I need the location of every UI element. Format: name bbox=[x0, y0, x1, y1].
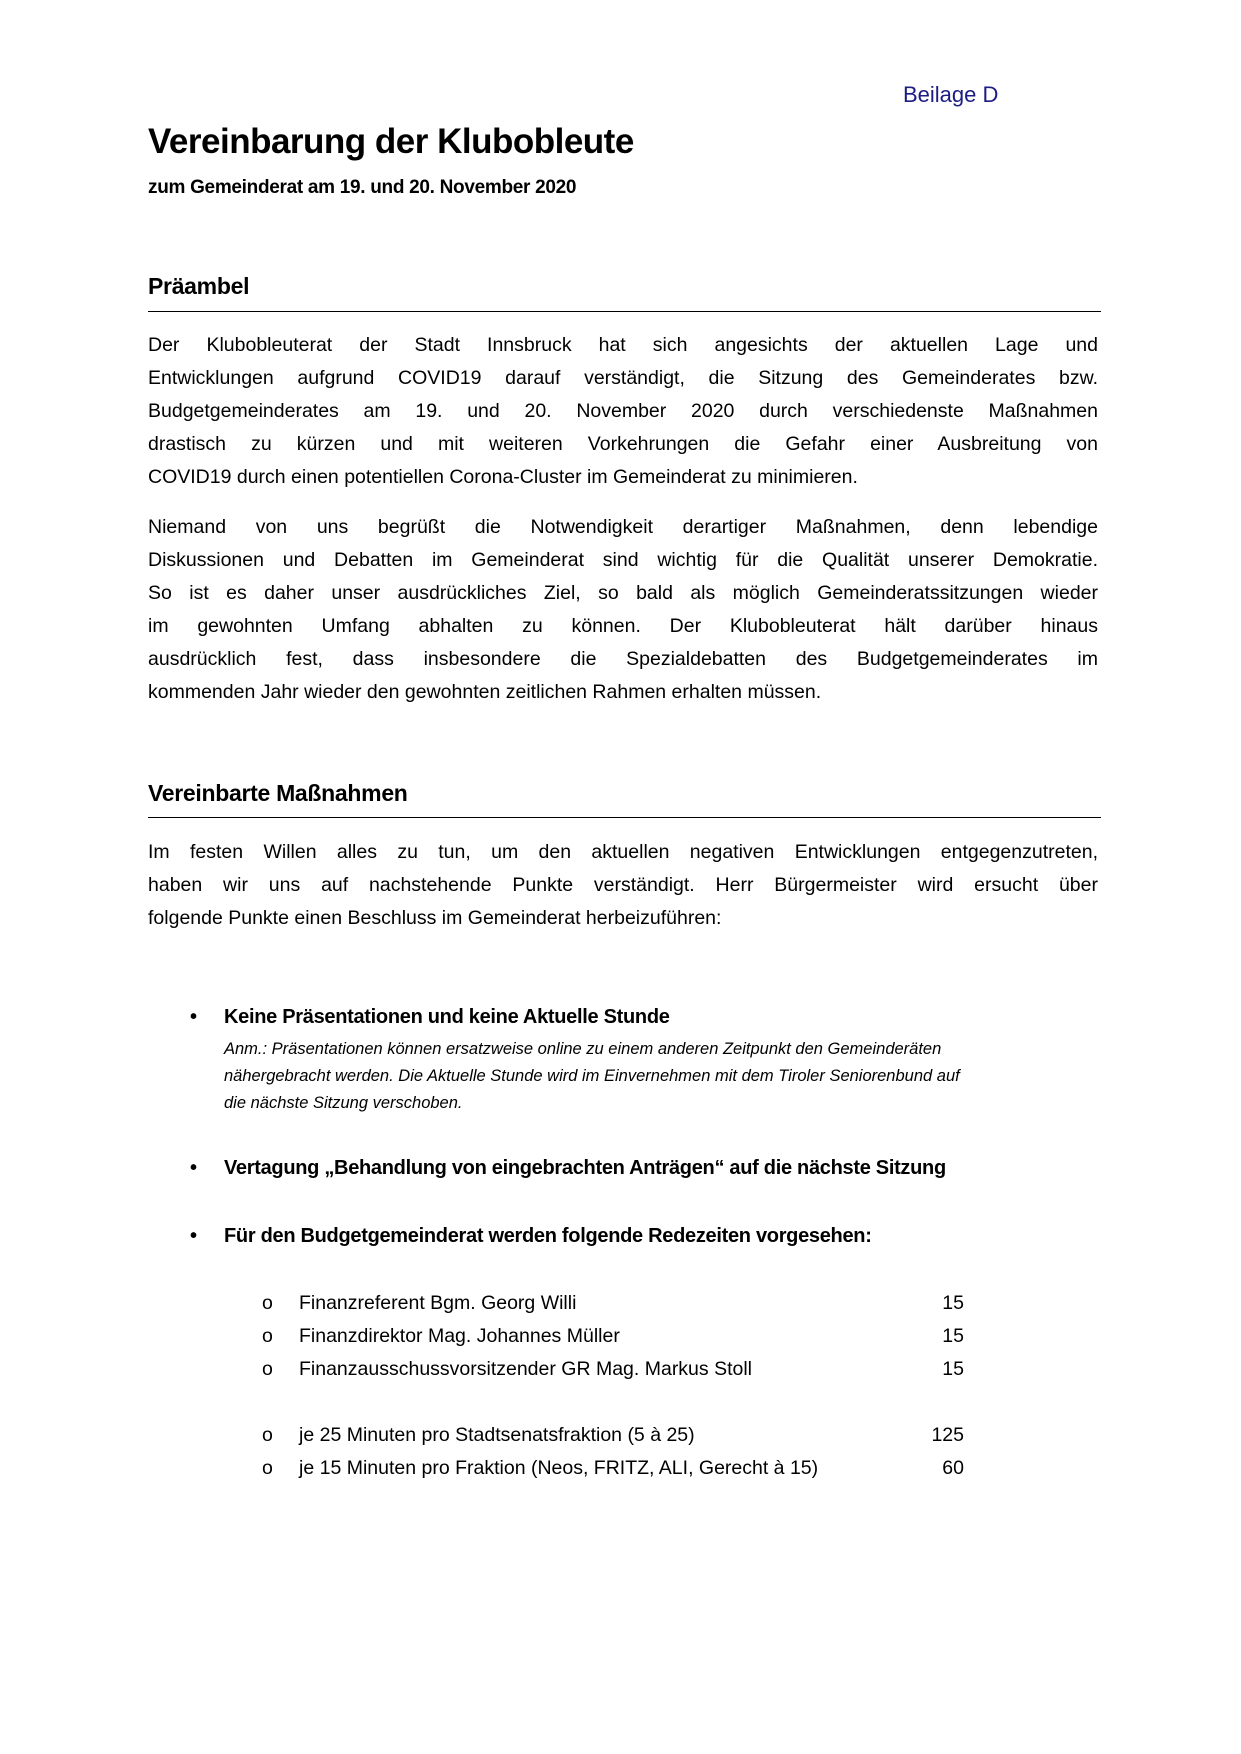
section-heading-preamble: Präambel bbox=[148, 273, 250, 299]
speaking-minutes: 60 bbox=[942, 1457, 964, 1479]
speaking-minutes: 15 bbox=[942, 1325, 964, 1347]
sub-bullet-icon: o bbox=[262, 1424, 273, 1446]
speaking-time-row bbox=[262, 1287, 964, 1320]
speaker-label: je 15 Minuten pro Fraktion (Neos, FRITZ, ALI, Gerecht à 15) bbox=[299, 1457, 819, 1479]
note-line: die nächste Sitzung verschoben. bbox=[224, 1094, 463, 1112]
speaking-minutes: 15 bbox=[942, 1292, 964, 1314]
section-divider bbox=[148, 817, 1101, 818]
text-line: Der Klubobleuterat der Stadt Innsbruck hat sich angesichts der aktuellen Lage und bbox=[148, 334, 1098, 356]
bullet-icon: • bbox=[190, 1157, 198, 1179]
attachment-label: Beilage D bbox=[903, 82, 999, 107]
sub-bullet-icon: o bbox=[262, 1292, 273, 1314]
bullet-icon: • bbox=[190, 1006, 198, 1028]
bullet-icon: • bbox=[190, 1225, 198, 1247]
preamble-paragraph-2 bbox=[148, 511, 1098, 709]
speaking-minutes: 15 bbox=[942, 1358, 964, 1380]
document-title: Vereinbarung der Klubobleute bbox=[148, 122, 634, 161]
text-line: Entwicklungen aufgrund COVID19 darauf verständigt, die Sitzung des Gemeinderates bzw. bbox=[148, 367, 1098, 389]
text-line: drastisch zu kürzen und mit weiteren Vorkehrungen die Gefahr einer Ausbreitung von bbox=[148, 433, 1098, 455]
measure-item-title: Für den Budgetgemeinderat werden folgende Redezeiten vorgesehen: bbox=[224, 1225, 872, 1247]
section-heading-measures: Vereinbarte Maßnahmen bbox=[148, 780, 408, 806]
note-line: Anm.: Präsentationen können ersatzweise online zu einem anderen Zeitpunkt den Gemeinderäten bbox=[224, 1040, 942, 1058]
text-line: ausdrücklich fest, dass insbesondere die Spezialdebatten des Budgetgemeinderates im bbox=[148, 648, 1098, 670]
note-line: nähergebracht werden. Die Aktuelle Stunde wird im Einvernehmen mit dem Tiroler Seniorenbund auf bbox=[224, 1067, 960, 1085]
text-line: Diskussionen und Debatten im Gemeinderat sind wichtig für die Qualität unserer Demokratie. bbox=[148, 549, 1098, 571]
text-line: kommenden Jahr wieder den gewohnten zeitlichen Rahmen erhalten müssen. bbox=[148, 681, 822, 703]
speaker-label: Finanzreferent Bgm. Georg Willi bbox=[299, 1292, 577, 1314]
document-subtitle: zum Gemeinderat am 19. und 20. November 2020 bbox=[148, 177, 577, 198]
speaker-label: Finanzdirektor Mag. Johannes Müller bbox=[299, 1325, 620, 1347]
text-line: haben wir uns auf nachstehende Punkte verständigt. Herr Bürgermeister wird ersucht über bbox=[148, 874, 1098, 896]
speaking-time-row bbox=[262, 1353, 964, 1386]
section-divider bbox=[148, 311, 1101, 312]
text-line: So ist es daher unser ausdrückliches Ziel, so bald als möglich Gemeinderatssitzungen wieder bbox=[148, 582, 1098, 604]
sub-bullet-icon: o bbox=[262, 1325, 273, 1347]
speaking-time-row bbox=[262, 1419, 964, 1452]
preamble-paragraph-1 bbox=[148, 329, 1098, 494]
measure-item-title: Keine Präsentationen und keine Aktuelle Stunde bbox=[224, 1006, 670, 1028]
sub-bullet-icon: o bbox=[262, 1457, 273, 1479]
text-line: COVID19 durch einen potentiellen Corona-Cluster im Gemeinderat zu minimieren. bbox=[148, 466, 858, 488]
measure-item-title: Vertagung „Behandlung von eingebrachten Anträgen“ auf die nächste Sitzung bbox=[224, 1157, 946, 1179]
text-line: Im festen Willen alles zu tun, um den aktuellen negativen Entwicklungen entgegenzutreten, bbox=[148, 841, 1098, 863]
measure-item-note bbox=[224, 1036, 1084, 1117]
text-line: Budgetgemeinderates am 19. und 20. November 2020 durch verschiedenste Maßnahmen bbox=[148, 400, 1098, 422]
text-line: Niemand von uns begrüßt die Notwendigkeit derartiger Maßnahmen, denn lebendige bbox=[148, 516, 1098, 538]
speaking-time-row bbox=[262, 1452, 964, 1485]
sub-bullet-icon: o bbox=[262, 1358, 273, 1380]
text-line: folgende Punkte einen Beschluss im Gemeinderat herbeizuführen: bbox=[148, 907, 722, 929]
speaker-label: Finanzausschussvorsitzender GR Mag. Markus Stoll bbox=[299, 1358, 753, 1380]
speaking-time-row bbox=[262, 1320, 964, 1353]
text-line: im gewohnten Umfang abhalten zu können. Der Klubobleuterat hält darüber hinaus bbox=[148, 615, 1098, 637]
speaker-label: je 25 Minuten pro Stadtsenatsfraktion (5 à 25) bbox=[299, 1424, 695, 1446]
measures-intro bbox=[148, 836, 1098, 935]
speaking-minutes: 125 bbox=[931, 1424, 964, 1446]
